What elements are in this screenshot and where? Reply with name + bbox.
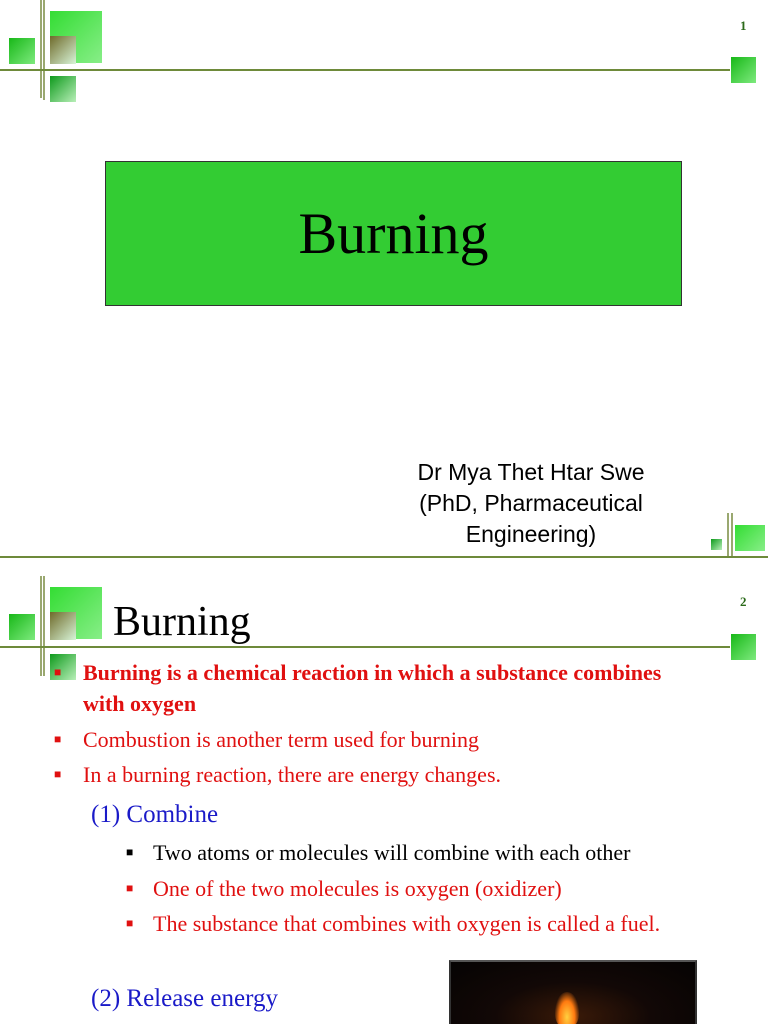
title-box bbox=[105, 161, 682, 306]
sub-bullet-text: One of the two molecules is oxygen (oxidizer) bbox=[153, 876, 562, 901]
bullet-square-icon: ■ bbox=[54, 767, 62, 781]
decor-vertical-rule bbox=[43, 0, 45, 100]
decor-square bbox=[711, 539, 722, 550]
slide-2 bbox=[0, 558, 768, 1024]
bullet-line: In a burning reaction, there are energy changes. bbox=[83, 762, 502, 787]
sub-bullet-item bbox=[126, 837, 631, 868]
bullet-square-icon: ■ bbox=[126, 881, 134, 895]
slide-title: Burning bbox=[113, 599, 251, 645]
bullet-square-icon: ■ bbox=[126, 845, 134, 859]
slide-title: Burning bbox=[298, 201, 489, 266]
decor-square bbox=[731, 634, 756, 660]
page-number: 1 bbox=[740, 18, 747, 33]
sub-bullet-text: The substance that combines with oxygen is called a fuel. bbox=[153, 911, 661, 936]
author-line: (PhD, Pharmaceutical bbox=[419, 490, 643, 516]
decor-vertical-rule bbox=[731, 513, 733, 556]
bullet-square-icon: ■ bbox=[54, 732, 62, 746]
decor-square bbox=[50, 36, 76, 64]
bullet-item bbox=[54, 724, 479, 755]
section-heading: (1) Combine bbox=[91, 801, 219, 828]
decor-square bbox=[9, 38, 35, 64]
decor-vertical-rule bbox=[40, 0, 42, 98]
page-number: 2 bbox=[740, 594, 747, 609]
decor-square bbox=[50, 612, 76, 640]
author-block bbox=[388, 457, 674, 550]
header-rule bbox=[0, 69, 730, 71]
bullet-square-icon: ■ bbox=[126, 916, 134, 930]
author-line: Engineering) bbox=[465, 521, 597, 547]
decor-square bbox=[735, 525, 765, 551]
section-heading: (2) Release energy bbox=[91, 985, 278, 1012]
sub-bullet-text: Two atoms or molecules will combine with each other bbox=[153, 840, 631, 865]
decor-vertical-rule bbox=[43, 576, 45, 676]
bullet-item bbox=[54, 759, 502, 790]
decor-vertical-rule bbox=[727, 513, 729, 556]
decor-square bbox=[9, 614, 35, 640]
bullet-line: with oxygen bbox=[83, 691, 197, 716]
bullet-item bbox=[54, 657, 662, 719]
flame-icon bbox=[555, 992, 579, 1024]
decor-square bbox=[731, 57, 756, 83]
header-rule bbox=[0, 646, 730, 648]
decor-square bbox=[50, 76, 76, 102]
decor-vertical-rule bbox=[40, 576, 42, 676]
fire-photo bbox=[449, 960, 697, 1024]
sub-bullet-item bbox=[126, 873, 562, 904]
bullet-line: Combustion is another term used for burning bbox=[83, 727, 479, 752]
bullet-square-icon: ■ bbox=[54, 665, 62, 679]
author-line: Dr Mya Thet Htar Swe bbox=[417, 459, 645, 485]
bullet-line: Burning is a chemical reaction in which a substance combines bbox=[83, 660, 662, 685]
sub-bullet-item bbox=[126, 908, 661, 939]
